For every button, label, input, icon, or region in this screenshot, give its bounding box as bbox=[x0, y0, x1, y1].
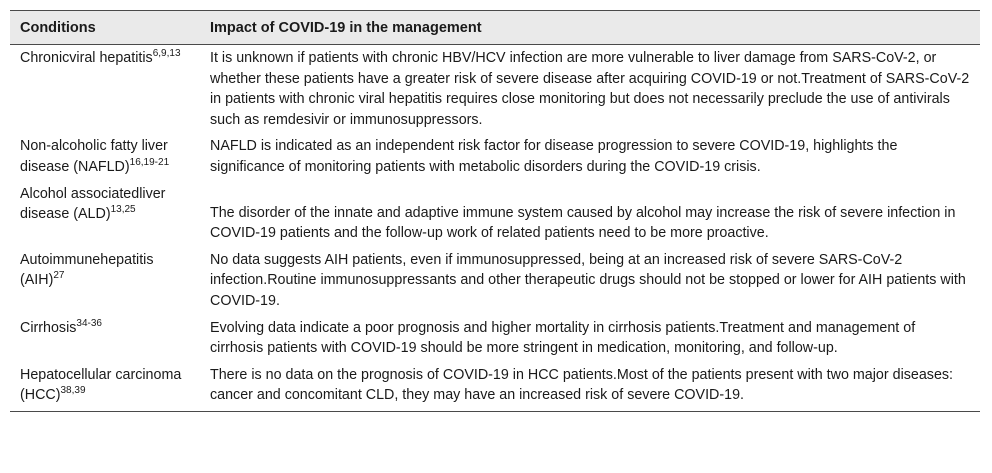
condition-label: Chronicviral hepatitis bbox=[20, 50, 153, 66]
reference-superscript: 6,9,13 bbox=[152, 48, 181, 59]
impact-cell: It is unknown if patients with chronic HBV/HCV infection are more vulnerable to liver damage from SARS-CoV-2, or whether these patients have a greater risk of severe disease after acquiring COVID-19 or not.Treatment of SARS-CoV-2 in patients with chronic viral hepatitis requires close monitoring but does not necessarily preclude the use of antivirals such as remdesivir or immunosuppressors. bbox=[210, 50, 970, 128]
impact-cell: No data suggests AIH patients, even if immunosuppressed, being at an increased risk of severe SARS-CoV-2 infection.Routine immunosuppressants and other therapeutic drugs should not be stopped or lower for AIH patients with COVID-19. bbox=[210, 251, 966, 309]
condition-cell bbox=[10, 45, 200, 134]
table-row bbox=[10, 181, 980, 247]
reference-superscript: 34-36 bbox=[76, 317, 102, 329]
condition-label: Cirrhosis bbox=[20, 319, 77, 336]
condition-cell bbox=[10, 362, 200, 412]
condition-cell bbox=[10, 133, 200, 180]
header-impact: Impact of COVID-19 in the management bbox=[200, 11, 980, 45]
impact-cell: Evolving data indicate a poor prognosis and higher mortality in cirrhosis patients.Treatment and management of cirrhosis patients with COVID-19 should be more stringent in medication, monitoring, and follow-up. bbox=[210, 319, 916, 357]
impact-cell: NAFLD is indicated as an independent risk factor for disease progression to severe COVID-19, highlights the significance of monitoring patients with metabolic disorders during the COVID-19 crisis. bbox=[210, 138, 898, 175]
reference-superscript: 16,19-21 bbox=[129, 156, 170, 168]
condition-label: Autoimmunehepatitis (AIH) bbox=[20, 251, 154, 289]
condition-label: Non-alcoholic fatty liver disease (NAFLD) bbox=[20, 138, 168, 175]
table-row bbox=[10, 247, 980, 315]
table-row bbox=[10, 362, 980, 412]
covid-liver-conditions-table bbox=[10, 10, 980, 412]
table-row bbox=[10, 133, 980, 180]
condition-cell bbox=[10, 247, 200, 315]
table-header-row bbox=[10, 11, 980, 45]
table-row bbox=[10, 315, 980, 362]
table-row bbox=[10, 45, 980, 134]
condition-label: Alcohol associatedliver disease (ALD) bbox=[20, 185, 166, 223]
condition-cell bbox=[10, 181, 200, 247]
condition-cell bbox=[10, 315, 200, 362]
header-conditions: Conditions bbox=[10, 11, 200, 45]
reference-superscript: 38,39 bbox=[60, 385, 86, 397]
reference-superscript: 27 bbox=[53, 270, 65, 282]
reference-superscript: 13,25 bbox=[110, 204, 136, 216]
impact-cell: There is no data on the prognosis of COVID-19 in HCC patients.Most of the patients present with two major diseases: cancer and concomitant CLD, they may have an increased risk of severe COVID-19. bbox=[200, 362, 980, 412]
condition-label: Hepatocellular carcinoma (HCC) bbox=[20, 366, 182, 404]
conditions-table-container bbox=[10, 10, 980, 412]
impact-cell: The disorder of the innate and adaptive immune system caused by alcohol may increase the risk of severe infection in COVID-19 patients and the follow-up work of related patients need to be more proactive. bbox=[210, 204, 956, 242]
